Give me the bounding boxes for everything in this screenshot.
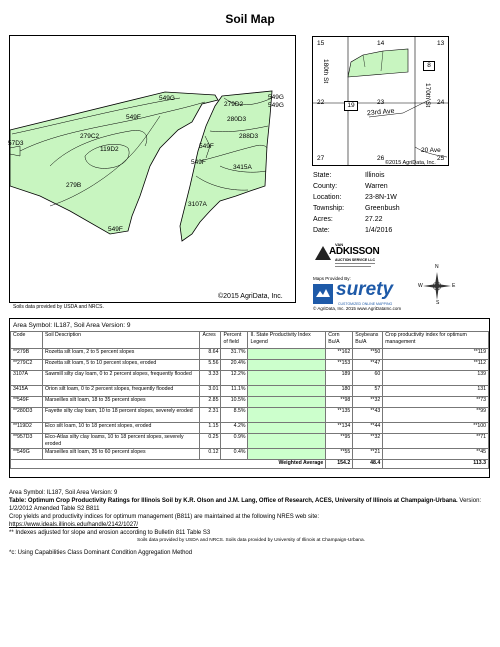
- cell-crop: **112: [383, 360, 489, 371]
- soil-label: 549G: [159, 95, 175, 102]
- table-header-row: [11, 332, 489, 349]
- section-number: 25: [437, 155, 445, 162]
- location-row: [313, 203, 400, 214]
- section-number: 14: [377, 40, 385, 47]
- soil-label: 549G: [268, 94, 284, 101]
- cell-desc: Elco silt loam, 10 to 18 percent slopes, eroded: [42, 423, 200, 434]
- table-row: [11, 360, 489, 371]
- road-label: 20 Ave: [421, 147, 441, 154]
- cell-corn: **134: [326, 423, 353, 434]
- location-value: 1/4/2016: [365, 227, 393, 234]
- cell-legend: [248, 423, 326, 434]
- table-row: [11, 371, 489, 386]
- table-row: [11, 397, 489, 408]
- cell-corn: 189: [326, 371, 353, 386]
- soil-label: 549F: [191, 159, 206, 166]
- section-box: 19: [344, 101, 358, 111]
- cell-code: **280D3: [11, 408, 43, 423]
- cell-soy: **47: [353, 360, 383, 371]
- total-label: Weighted Average: [11, 460, 326, 469]
- soil-label: 288D3: [239, 133, 259, 140]
- map-copyright: ©2015 AgriData, Inc.: [218, 293, 283, 300]
- cell-acres: 5.56: [200, 360, 221, 371]
- notes: [9, 489, 493, 557]
- notes-indexes: ** Indexes adjusted for slope and erosion according to Bulletin 811 Table S3: [9, 530, 211, 536]
- cell-soy: **21: [353, 449, 383, 460]
- location-key: Location:: [313, 194, 342, 201]
- notes-nres: Crop yields and productivity indices for optimum management (B811) are maintained at the following NRES web site:: [9, 514, 320, 520]
- cell-code: **549F: [11, 397, 43, 408]
- location-row: [313, 214, 400, 225]
- cell-code: **549G: [11, 449, 43, 460]
- cell-acres: 0.25: [200, 434, 221, 449]
- table-row: [11, 408, 489, 423]
- compass-s: S: [436, 300, 440, 306]
- adkisson-sub: AUCTION SERVICE LLC: [335, 258, 375, 262]
- location-row: [313, 192, 400, 203]
- location-value: Greenbush: [365, 205, 400, 212]
- soil-table: [10, 331, 489, 469]
- cell-legend: [248, 371, 326, 386]
- soil-label: 279B: [66, 182, 82, 189]
- notes-source: [9, 497, 493, 513]
- soil-map-canvas: [10, 36, 295, 302]
- col-header: Acres: [200, 332, 221, 349]
- cell-pct: 0.9%: [221, 434, 248, 449]
- total-crop: 113.3: [383, 460, 489, 469]
- col-header: Soil Description: [42, 332, 200, 349]
- area-symbol: Area Symbol: IL187, Soil Area Version: 9: [13, 322, 131, 329]
- notes-provided: Soils data provided by USDA and NRCS. Soils data provided by University of Illinois at Champaign-Urbana.: [137, 538, 365, 543]
- notes-url-link[interactable]: https://www.ideals.illinois.edu/handle/2142/1027/: [9, 522, 139, 528]
- surety-logo: [312, 279, 412, 307]
- cell-desc: Rozetta silt loam, 5 to 10 percent slopes, eroded: [42, 360, 200, 371]
- location-row: [313, 225, 400, 236]
- cell-code: **279B: [11, 349, 43, 360]
- surety-tagline: CUSTOMIZED ONLINE MAPPING: [338, 302, 393, 306]
- road-label: 180th St: [322, 59, 329, 84]
- location-value: 27.22: [365, 216, 383, 223]
- cell-desc: Sawmill silty clay loam, 0 to 2 percent slopes, frequently flooded: [42, 371, 200, 386]
- cell-pct: 20.4%: [221, 360, 248, 371]
- cell-code: **279C2: [11, 360, 43, 371]
- section-number: 26: [377, 155, 385, 162]
- surety-wordmark: surety: [336, 279, 394, 300]
- location-key: Acres:: [313, 216, 333, 223]
- compass-rose: [418, 266, 456, 306]
- cell-acres: 3.01: [200, 386, 221, 397]
- table-row: [11, 423, 489, 434]
- total-soy: 48.4: [353, 460, 383, 469]
- surety-emblem-icon: [312, 283, 334, 305]
- soil-label: 279C2: [80, 133, 100, 140]
- section-number: 13: [437, 40, 445, 47]
- cell-legend: [248, 434, 326, 449]
- compass-n: N: [435, 264, 439, 270]
- soil-label: 549F: [199, 143, 214, 150]
- cell-crop: **99: [383, 408, 489, 423]
- col-header: Crop productivity index for optimum management: [383, 332, 489, 349]
- agridata-credit: © AgriData, Inc. 2015 www.AgriDataInc.com: [313, 306, 402, 311]
- notes-source-version: Version: 1/2/2012 Amended Table S2 B811: [9, 498, 482, 512]
- soil-table-panel: [9, 318, 490, 478]
- cell-soy: **50: [353, 349, 383, 360]
- soil-label: 280D3: [227, 116, 247, 123]
- cell-crop: 139: [383, 371, 489, 386]
- soil-label: 57D3: [8, 140, 24, 147]
- section-number: 24: [437, 99, 445, 106]
- section-number: 23: [377, 99, 385, 106]
- cell-desc: Orion silt loam, 0 to 2 percent slopes, frequently flooded: [42, 386, 200, 397]
- table-total-row: [11, 460, 489, 469]
- cell-pct: 31.7%: [221, 349, 248, 360]
- soil-label: 3415A: [233, 164, 252, 171]
- location-key: Date:: [313, 227, 330, 234]
- location-value: Illinois: [365, 172, 385, 179]
- cell-corn: **153: [326, 360, 353, 371]
- cell-crop: **71: [383, 434, 489, 449]
- section-number: 22: [317, 99, 325, 106]
- road-label: 23rd Ave: [366, 107, 395, 118]
- cell-code: **119D2: [11, 423, 43, 434]
- soil-map: [9, 35, 296, 303]
- location-value: Warren: [365, 183, 388, 190]
- table-row: [11, 349, 489, 360]
- locator-map: [312, 36, 449, 166]
- location-info: [313, 170, 400, 236]
- cell-pct: 4.2%: [221, 423, 248, 434]
- location-key: Township:: [313, 205, 345, 212]
- soil-label: 549F: [108, 226, 123, 233]
- col-header: II. State Productivity Index Legend: [248, 332, 326, 349]
- adkisson-name: ADKISSON: [329, 246, 380, 257]
- cell-pct: 8.5%: [221, 408, 248, 423]
- adkisson-fineprint: [335, 266, 371, 267]
- soil-label: 279D2: [224, 101, 244, 108]
- table-row: [11, 386, 489, 397]
- cell-soy: 60: [353, 371, 383, 386]
- cell-legend: [248, 360, 326, 371]
- cell-crop: **100: [383, 423, 489, 434]
- cell-legend: [248, 449, 326, 460]
- soil-label: 3107A: [188, 201, 207, 208]
- table-row: [11, 434, 489, 449]
- cell-crop: **119: [383, 349, 489, 360]
- col-header: Soybeans Bu/A: [353, 332, 383, 349]
- section-number: 15: [317, 40, 325, 47]
- cell-soy: **32: [353, 434, 383, 449]
- cell-pct: 11.1%: [221, 386, 248, 397]
- location-key: County:: [313, 183, 338, 190]
- cell-desc: Marseilles silt loam, 18 to 35 percent slopes: [42, 397, 200, 408]
- cell-desc: Fayette silty clay loam, 10 to 18 percent slopes, severely eroded: [42, 408, 200, 423]
- cell-desc: Rozetta silt loam, 2 to 5 percent slopes: [42, 349, 200, 360]
- cell-crop: 131: [383, 386, 489, 397]
- notes-source-bold: Table: Optimum Crop Productivity Ratings for Illinois Soil by K.R. Olson and J.M. Lang, Office of Research, ACES, University of Illinois at Champaign-Urbana.: [9, 498, 458, 504]
- road-label: 170th St: [424, 83, 431, 108]
- cell-acres: 2.85: [200, 397, 221, 408]
- cell-legend: [248, 408, 326, 423]
- notes-aggregation: *c: Using Capabilities Class Dominant Condition Aggregation Method: [9, 550, 193, 556]
- soil-label: 119D2: [100, 146, 119, 153]
- cell-crop: **45: [383, 449, 489, 460]
- cell-acres: 0.12: [200, 449, 221, 460]
- soil-label: 549F: [126, 114, 141, 121]
- location-row: [313, 181, 400, 192]
- cell-pct: 10.5%: [221, 397, 248, 408]
- cell-acres: 2.31: [200, 408, 221, 423]
- cell-pct: 0.4%: [221, 449, 248, 460]
- section-number: 27: [317, 155, 325, 162]
- cell-legend: [248, 386, 326, 397]
- section-box: 8: [423, 61, 435, 71]
- cell-crop: **73: [383, 397, 489, 408]
- location-row: [313, 170, 400, 181]
- soil-label: 549G: [268, 102, 284, 109]
- cell-corn: **55: [326, 449, 353, 460]
- adkisson-fineprint: [335, 263, 375, 264]
- cell-soy: **44: [353, 423, 383, 434]
- cell-code: 3107A: [11, 371, 43, 386]
- total-corn: 154.2: [326, 460, 353, 469]
- maps-provided-label: Maps Provided By:: [313, 276, 351, 281]
- cell-corn: **135: [326, 408, 353, 423]
- cell-soy: **32: [353, 397, 383, 408]
- cell-code: **957D3: [11, 434, 43, 449]
- cell-legend: [248, 397, 326, 408]
- location-key: State:: [313, 172, 332, 179]
- location-value: 23-8N-1W: [365, 194, 397, 201]
- col-header: Code: [11, 332, 43, 349]
- col-header: Percent of field: [221, 332, 248, 349]
- cell-acres: 3.33: [200, 371, 221, 386]
- cell-desc: Marseilles silt loam, 35 to 60 percent slopes: [42, 449, 200, 460]
- table-row: [11, 449, 489, 460]
- cell-acres: 8.64: [200, 349, 221, 360]
- compass-e: E: [452, 283, 456, 289]
- compass-w: W: [418, 283, 423, 289]
- locator-copyright: ©2015 AgriData, Inc.: [385, 160, 436, 166]
- cell-desc: Elco-Atlas silty clay loams, 10 to 18 percent slopes, severely eroded: [42, 434, 200, 449]
- adkisson-logo: [313, 242, 383, 274]
- cell-corn: **98: [326, 397, 353, 408]
- cell-corn: 180: [326, 386, 353, 397]
- cell-corn: **162: [326, 349, 353, 360]
- cell-code: 3415A: [11, 386, 43, 397]
- cell-corn: **95: [326, 434, 353, 449]
- map-source: Soils data provided by USDA and NRCS.: [13, 304, 104, 310]
- cell-soy: **43: [353, 408, 383, 423]
- col-header: Corn Bu/A: [326, 332, 353, 349]
- page-title: Soil Map: [225, 12, 275, 26]
- notes-area-symbol: Area Symbol: IL187, Soil Area Version: 9: [9, 490, 118, 496]
- cell-acres: 1.15: [200, 423, 221, 434]
- cell-legend: [248, 349, 326, 360]
- adkisson-prefix: VAN: [335, 242, 344, 247]
- cell-soy: 57: [353, 386, 383, 397]
- cell-pct: 12.2%: [221, 371, 248, 386]
